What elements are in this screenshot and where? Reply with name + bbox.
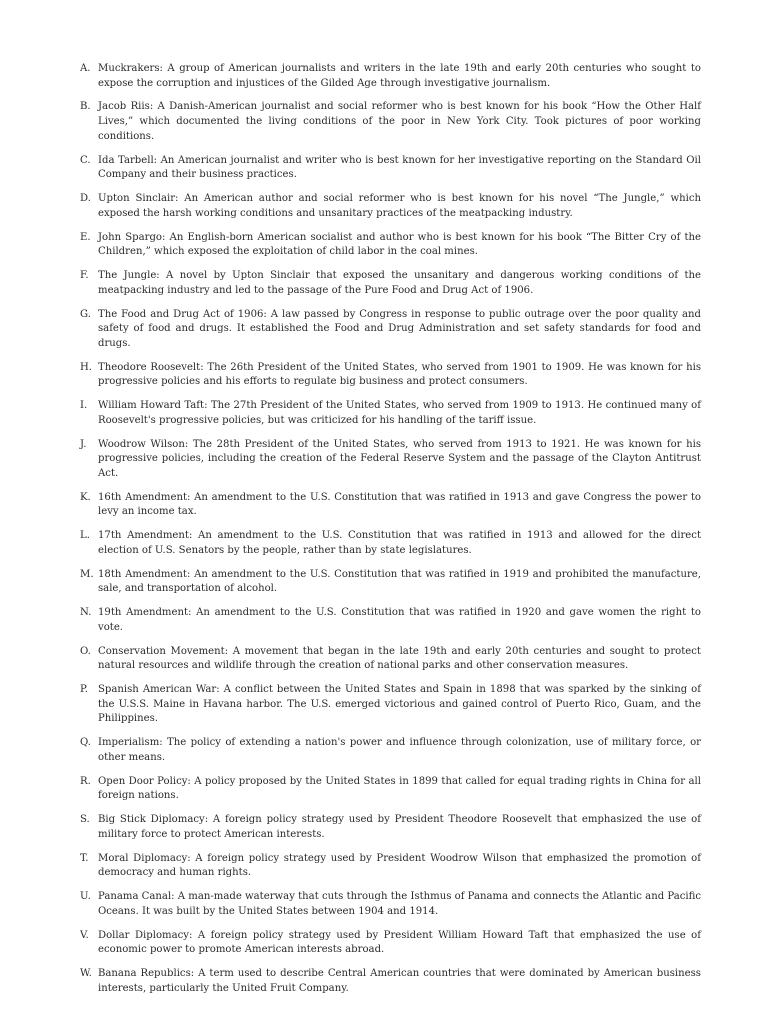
item-letter: K. (80, 491, 91, 503)
list-item (80, 192, 701, 221)
item-letter: J. (80, 438, 87, 450)
list-item (80, 361, 701, 390)
item-text: Panama Canal: A man-made waterway that cuts through the Isthmus of Panama and connects the Atlantic and Pacific Oceans. It was built by the United States between 1904 and 1914. (98, 891, 701, 917)
item-letter: I. (80, 400, 88, 412)
item-letter: A. (80, 63, 91, 74)
list-item (80, 154, 701, 183)
item-text: Conservation Movement: A movement that began in the late 19th and early 20th centuries and sought to protect natural resources and wildlife through the creation of national parks and other conservation measures. (98, 645, 701, 672)
list-item (80, 269, 701, 298)
item-text: Jacob Riis: A Danish-American journalist and social reformer who is best known for his book “How the Other Half Lives,” which documented the living conditions of the poor in New York City. Took pictures of poor working conditions. (98, 101, 701, 142)
item-text: Woodrow Wilson: The 28th President of the United States, who served from 1913 to 1921. He was known for his progressive policies, including the creation of the Federal Reserve System and the passage of the Clayton Antitrust Act. (98, 438, 701, 479)
item-letter: S. (80, 814, 90, 826)
item-letter: F. (80, 270, 89, 282)
list-item (80, 967, 701, 996)
term-list (80, 62, 701, 1006)
item-letter: L. (80, 530, 90, 542)
item-text: Dollar Diplomacy: A foreign policy strategy used by President William Howard Taft that emphasized the use of economic power to promote American interests abroad. (98, 929, 701, 956)
item-letter: B. (80, 101, 91, 113)
item-text: Banana Republics: A term used to describe Central American countries that were dominated by American business interests, particularly the United Fruit Company. (98, 968, 701, 994)
list-item (80, 736, 701, 765)
item-letter: Q. (80, 737, 91, 749)
item-letter: T. (80, 852, 89, 864)
list-item (80, 929, 701, 958)
item-letter: O. (80, 645, 91, 657)
list-item (80, 645, 701, 674)
list-item (80, 606, 701, 635)
item-text: Muckrakers: A group of American journalists and writers in the late 19th and early 20th centuries who sought to expose the corruption and injustices of the Gilded Age through investigative journalism. (98, 63, 701, 89)
item-text: Spanish American War: A conflict between the United States and Spain in 1898 that was sparked by the sinking of the U.S.S. Maine in Havana harbor. The U.S. emerged victorious and gained control of Puerto Rico, Guam, and the Philippines. (98, 684, 701, 725)
item-text: Ida Tarbell: An American journalist and writer who is best known for her investigative reporting on the Standard Oil Company and their business practices. (98, 154, 701, 181)
item-letter: U. (80, 891, 91, 903)
item-letter: R. (80, 775, 91, 787)
list-item (80, 852, 701, 881)
item-letter: M. (80, 568, 94, 580)
item-letter: H. (80, 361, 93, 373)
item-text: 16th Amendment: An amendment to the U.S. Constitution that was ratified in 1913 and gave Congress the power to levy an income tax. (98, 491, 701, 518)
list-item (80, 231, 701, 260)
list-item (80, 62, 701, 91)
list-item (80, 568, 701, 597)
list-item (80, 399, 701, 428)
list-item (80, 890, 701, 919)
item-letter: V. (80, 929, 89, 941)
item-text: The Jungle: A novel by Upton Sinclair that exposed the unsanitary and dangerous working conditions of the meatpacking industry and led to the passage of the Pure Food and Drug Act of 1906. (98, 270, 701, 296)
item-letter: C. (80, 154, 91, 166)
list-item (80, 529, 701, 558)
item-text: Open Door Policy: A policy proposed by the United States in 1899 that called for equal trading rights in China for all foreign nations. (98, 775, 701, 802)
item-text: Big Stick Diplomacy: A foreign policy strategy used by President Theodore Roosevelt that emphasized the use of military force to protect American interests. (98, 814, 701, 840)
list-item (80, 813, 701, 842)
item-text: Imperialism: The policy of extending a nation's power and influence through colonization, use of military force, or other means. (98, 737, 701, 763)
item-letter: N. (80, 607, 92, 619)
item-letter: G. (80, 308, 91, 320)
list-item (80, 491, 701, 520)
item-text: 19th Amendment: An amendment to the U.S. Constitution that was ratified in 1920 and gave women the right to vote. (98, 607, 701, 633)
item-text: 17th Amendment: An amendment to the U.S. Constitution that was ratified in 1913 and allowed for the direct election of U.S. Senators by the people, rather than by state legislatures. (98, 530, 701, 556)
item-text: The Food and Drug Act of 1906: A law passed by Congress in response to public outrage over the poor quality and safety of food and drugs. It established the Food and Drug Administration and set safety standards for food and drugs. (98, 308, 701, 349)
item-text: 18th Amendment: An amendment to the U.S. Constitution that was ratified in 1919 and prohibited the manufacture, sale, and transportation of alcohol. (98, 568, 701, 595)
list-item (80, 775, 701, 804)
item-letter: D. (80, 193, 91, 205)
item-text: Upton Sinclair: An American author and social reformer who is best known for his novel “The Jungle,” which exposed the harsh working conditions and unsanitary practices of the meatpacking industry. (98, 193, 701, 219)
item-letter: W. (80, 968, 92, 980)
item-text: William Howard Taft: The 27th President of the United States, who served from 1909 to 1913. He continued many of Roosevelt's progressive policies, but was criticized for his handling of the tariff issue. (98, 400, 701, 426)
item-letter: E. (80, 231, 91, 243)
list-item (80, 438, 701, 482)
item-text: Theodore Roosevelt: The 26th President of the United States, who served from 1901 to 1909. He was known for his progressive policies and his efforts to regulate big business and protect consumers. (98, 361, 701, 388)
item-letter: P. (80, 684, 88, 696)
list-item (80, 100, 701, 144)
item-text: Moral Diplomacy: A foreign policy strategy used by President Woodrow Wilson that emphasized the promotion of democracy and human rights. (98, 852, 701, 879)
item-text: John Spargo: An English-born American socialist and author who is best known for his book “The Bitter Cry of the Children,” which exposed the exploitation of child labor in the coal mines. (98, 231, 701, 258)
list-item (80, 683, 701, 727)
list-item (80, 308, 701, 352)
